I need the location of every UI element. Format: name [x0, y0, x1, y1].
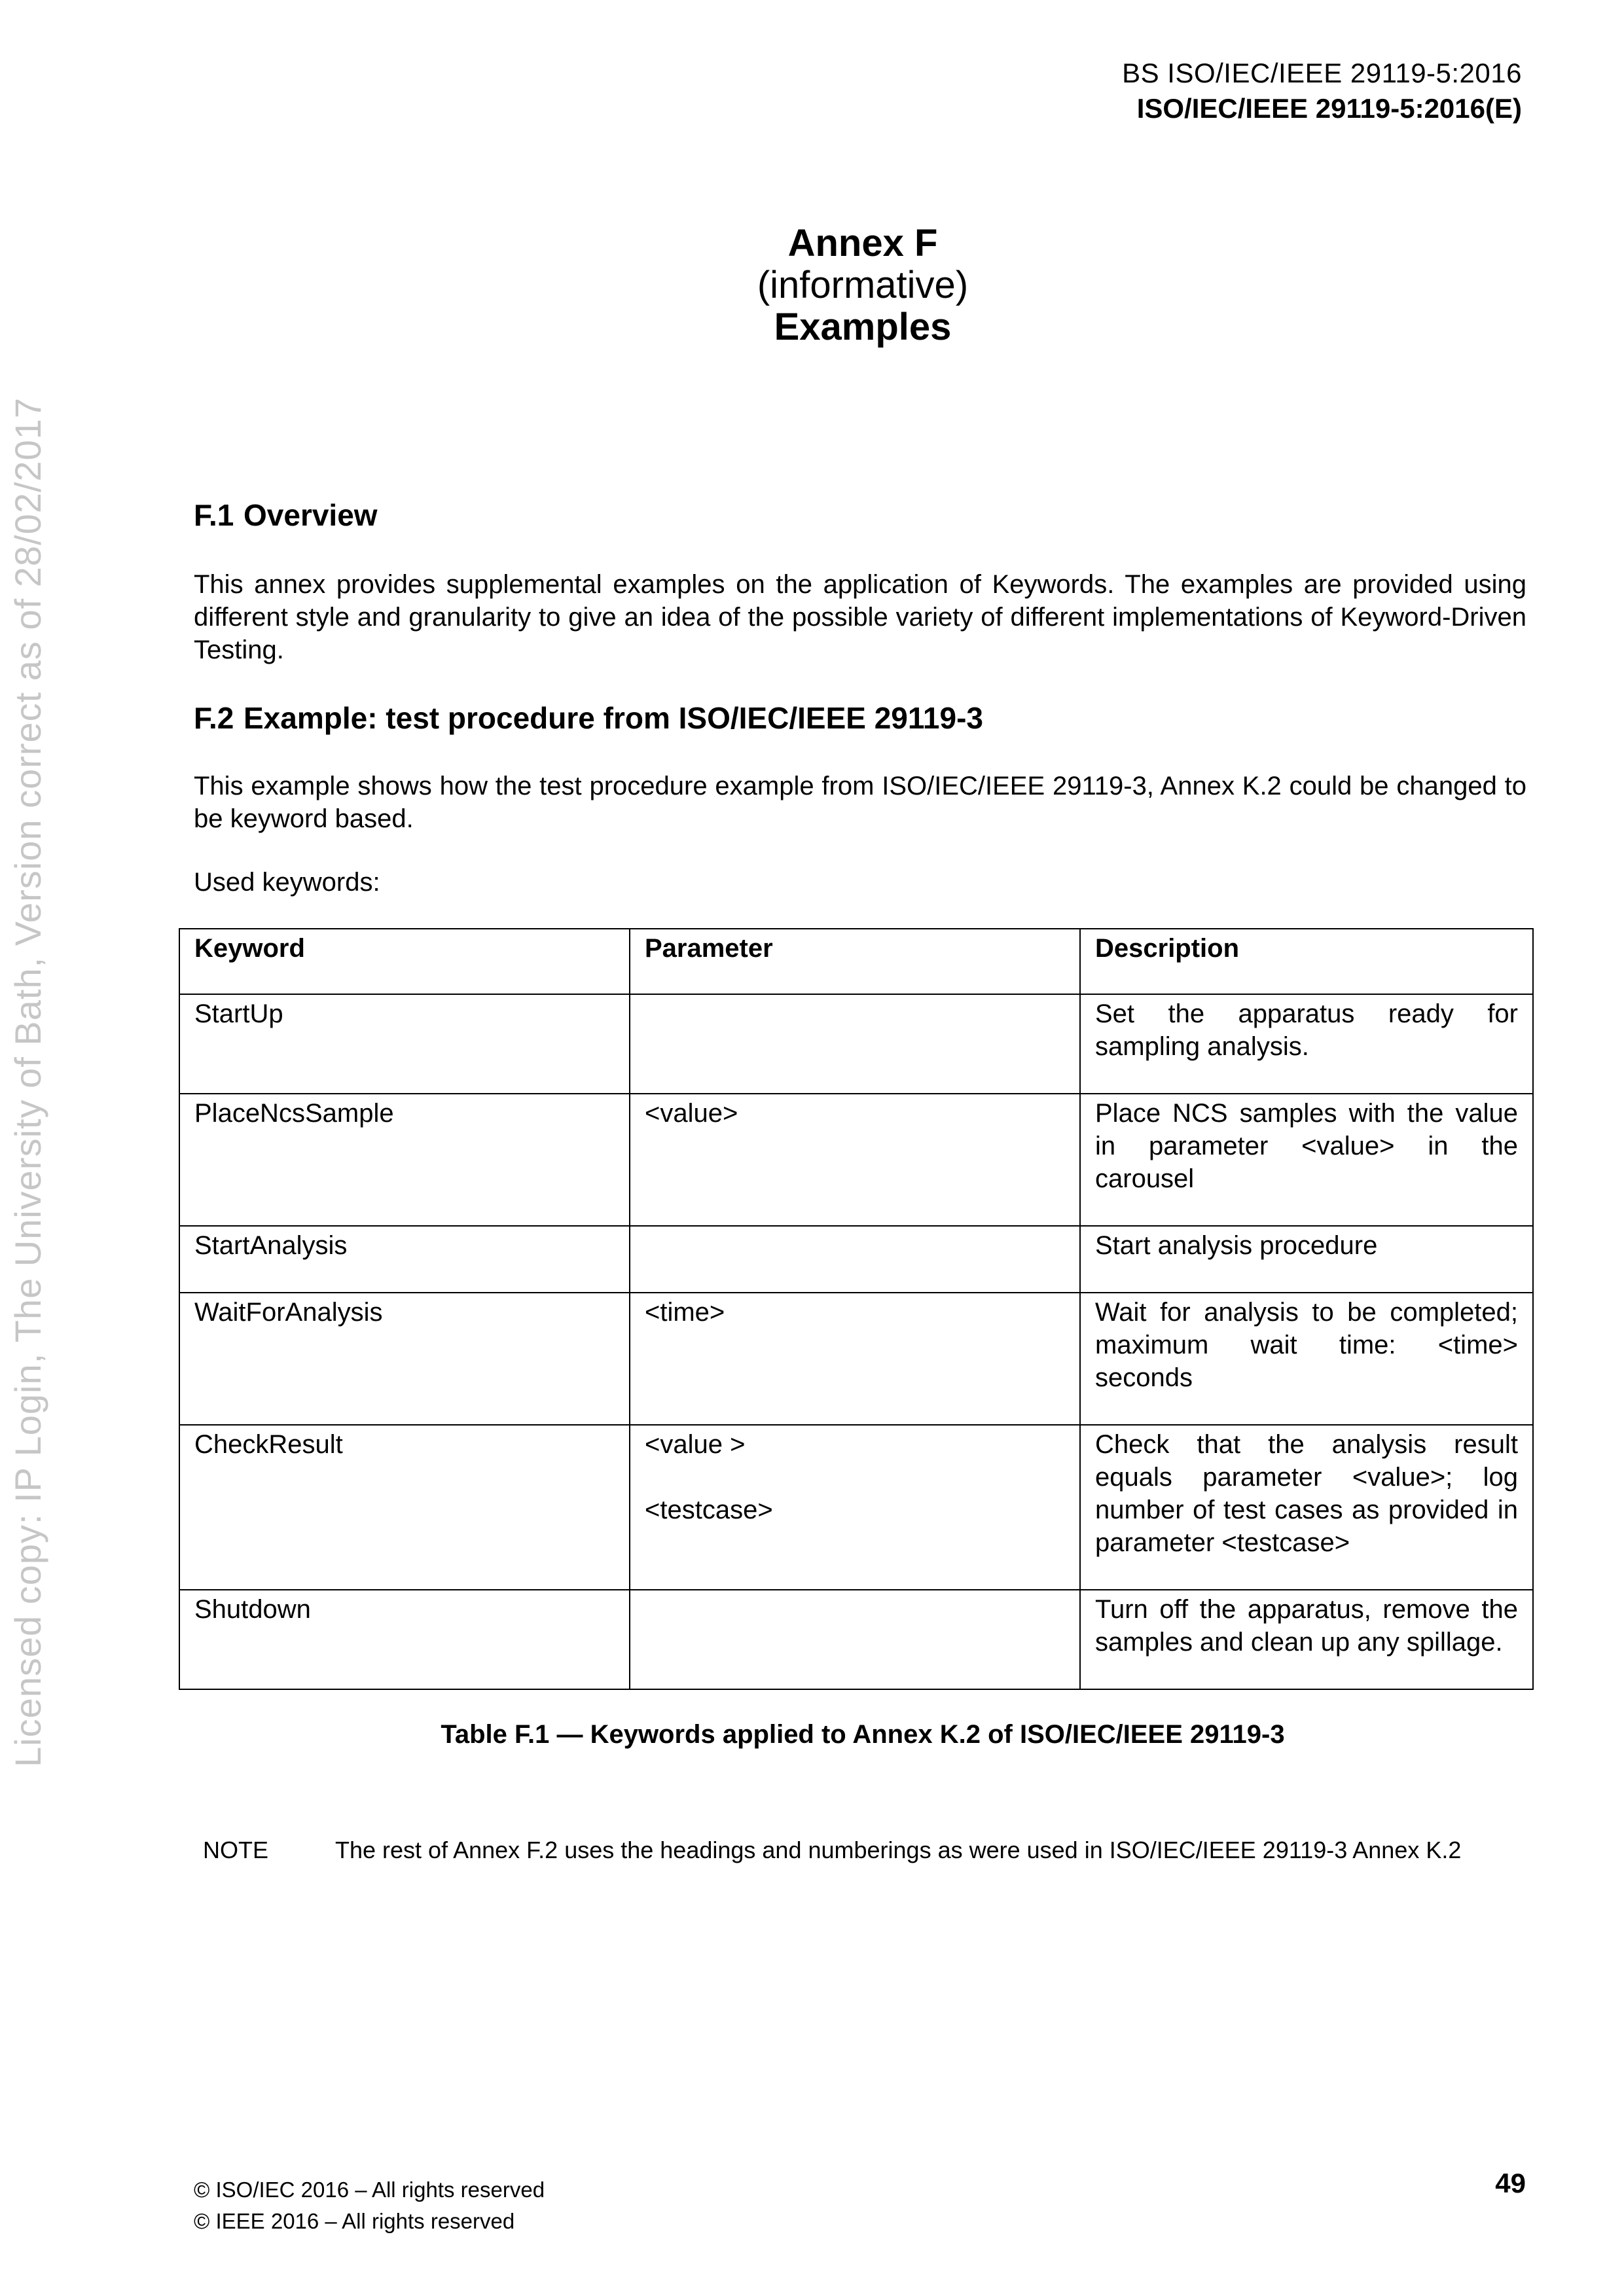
description-cell: Set the apparatus ready for sampling analysis.: [1080, 994, 1533, 1094]
section-number: F.1: [194, 498, 234, 532]
parameter-value: <time>: [645, 1298, 725, 1327]
table-row: [179, 1226, 1533, 1293]
parameter-cell: [630, 1226, 1080, 1293]
standard-id-iso: ISO/IEC/IEEE 29119-5:2016(E): [1136, 93, 1522, 124]
annex-title: Annex F: [787, 222, 938, 264]
keyword-cell: WaitForAnalysis: [179, 1293, 630, 1425]
parameter-cell: [630, 1293, 1080, 1425]
note: [203, 1837, 1461, 1864]
annex-subtitle: (informative): [757, 264, 969, 306]
column-header-parameter: Parameter: [630, 929, 1080, 994]
page-number: 49: [1495, 2168, 1526, 2198]
keyword-cell: StartAnalysis: [179, 1226, 630, 1293]
section-number: F.2: [194, 701, 234, 735]
note-text: The rest of Annex F.2 uses the headings and numberings as were used in ISO/IEC/IEEE 29119-3 Annex K.2: [335, 1837, 1462, 1863]
used-keywords-label: Used keywords:: [194, 868, 380, 897]
parameter-cell: [630, 994, 1080, 1094]
column-header-keyword: Keyword: [179, 929, 630, 994]
section-heading-f1: [194, 497, 378, 533]
keyword-cell: Shutdown: [179, 1590, 630, 1689]
annex-title-block: [0, 223, 1624, 348]
parameter-value: <testcase>: [645, 1496, 773, 1524]
keyword-cell: PlaceNcsSample: [179, 1094, 630, 1226]
standard-id-bs: BS ISO/IEC/IEEE 29119-5:2016: [1122, 58, 1522, 88]
description-cell: Check that the analysis result equals parameter <value>; log number of test cases as provided in parameter <testcase>: [1080, 1425, 1533, 1590]
table-row: [179, 1425, 1533, 1590]
table-row: [179, 1590, 1533, 1689]
copyright-footer: [194, 2174, 545, 2237]
table-row: [179, 1293, 1533, 1425]
license-watermark: Licensed copy: IP Login, The University of Bath, Version correct as of 28/02/2017: [7, 397, 48, 1767]
description-cell: Start analysis procedure: [1080, 1226, 1533, 1293]
section-title: Overview: [244, 498, 378, 532]
description-cell: Place NCS samples with the value in parameter <value> in the carousel: [1080, 1094, 1533, 1226]
table-row: [179, 1094, 1533, 1226]
parameter-cell: [630, 1094, 1080, 1226]
table-row: [179, 994, 1533, 1094]
section-title: Example: test procedure from ISO/IEC/IEEE 29119-3: [244, 701, 983, 735]
parameter-cell: [630, 1425, 1080, 1590]
description-cell: Turn off the apparatus, remove the samples and clean up any spillage.: [1080, 1590, 1533, 1689]
copyright-ieee: © IEEE 2016 – All rights reserved: [194, 2209, 515, 2233]
annex-heading: Examples: [774, 306, 952, 348]
column-header-description: Description: [1080, 929, 1533, 994]
keyword-cell: CheckResult: [179, 1425, 630, 1590]
parameter-cell: [630, 1590, 1080, 1689]
parameter-value: <value>: [645, 1099, 738, 1128]
table-caption: Table F.1 — Keywords applied to Annex K.2 of ISO/IEC/IEEE 29119-3: [441, 1720, 1285, 1749]
keyword-cell: StartUp: [179, 994, 630, 1094]
example-paragraph: This example shows how the test procedure example from ISO/IEC/IEEE 29119-3, Annex K.2 could be changed to be keyword based.: [194, 772, 1526, 833]
note-label: NOTE: [203, 1837, 269, 1863]
table-header-row: [179, 929, 1533, 994]
section-heading-f2: [194, 700, 983, 736]
copyright-iso: © ISO/IEC 2016 – All rights reserved: [194, 2178, 545, 2202]
description-cell: Wait for analysis to be completed; maximum wait time: <time> seconds: [1080, 1293, 1533, 1425]
parameter-value: <value >: [645, 1430, 746, 1459]
keywords-table: [179, 928, 1534, 1690]
overview-paragraph: This annex provides supplemental examples on the application of Keywords. The examples are provided using different style and granularity to give an idea of the possible variety of different implementations of Keyword-Driven Testing.: [194, 570, 1526, 664]
